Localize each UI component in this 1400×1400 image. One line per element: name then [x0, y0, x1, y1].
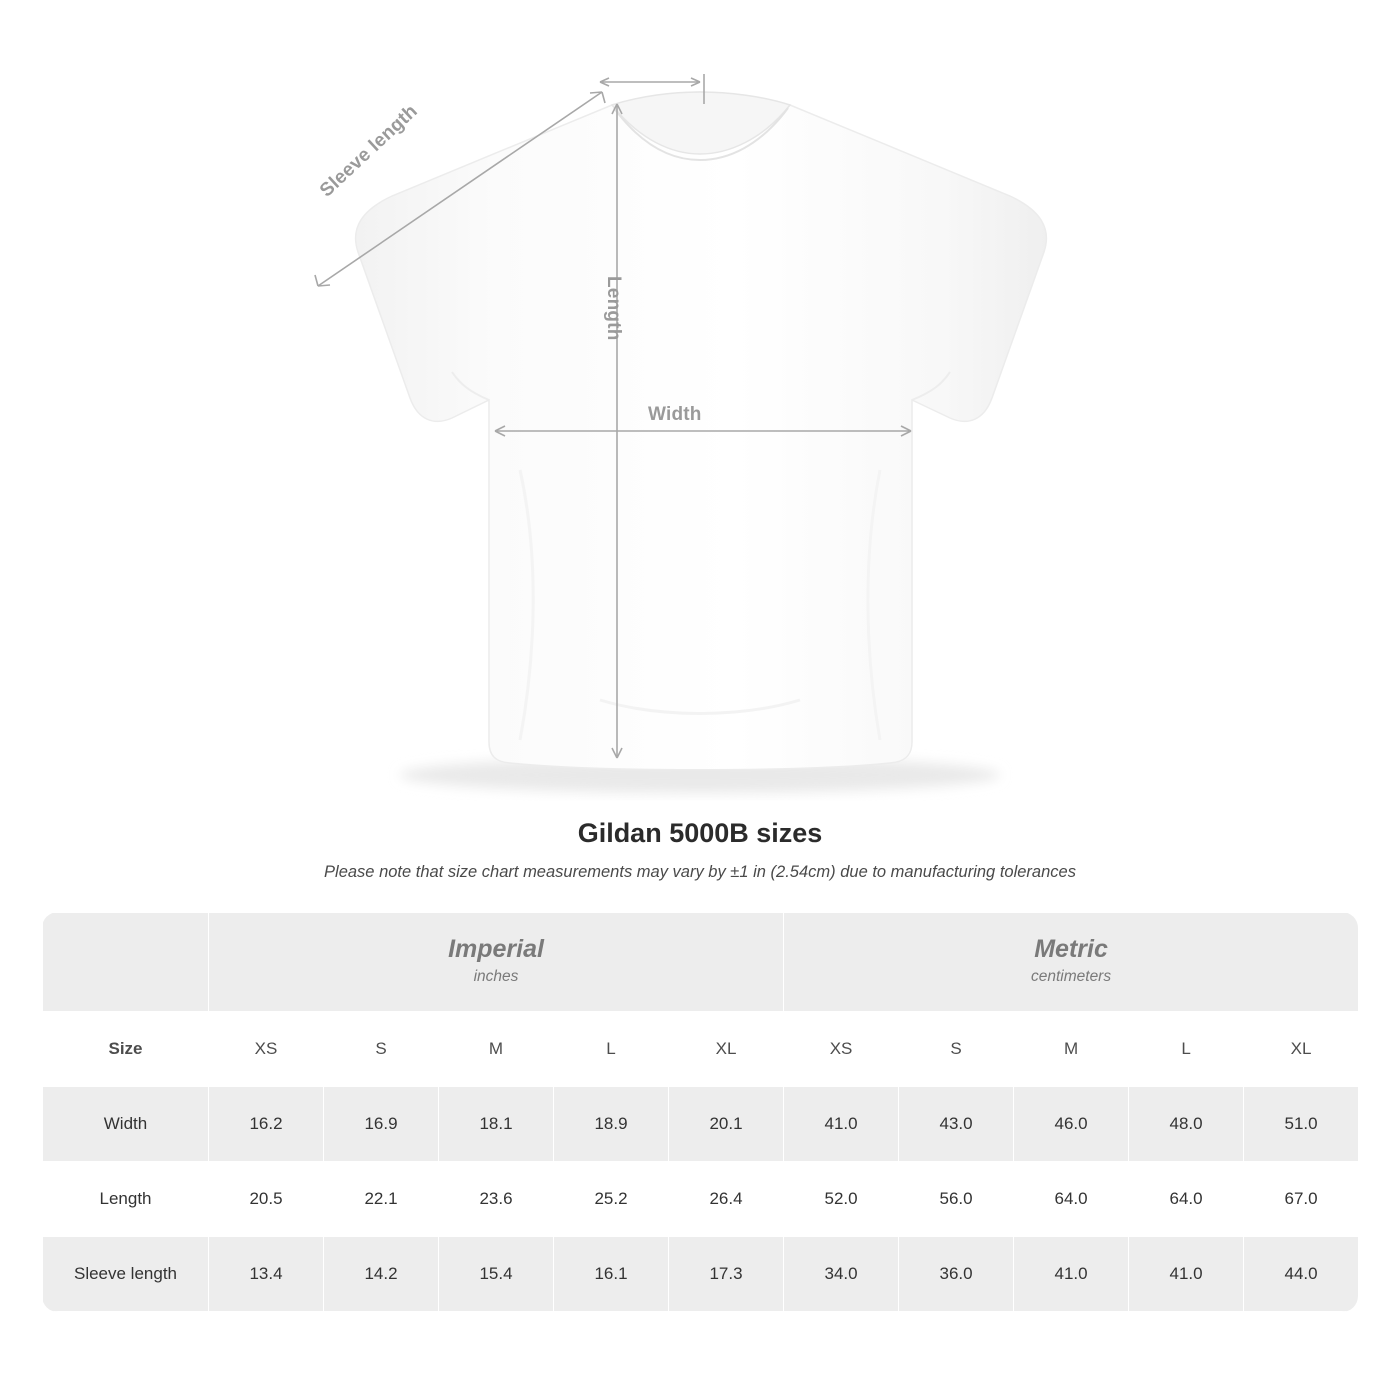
size-header-cell: S — [324, 1012, 439, 1087]
table-cell: 18.9 — [554, 1087, 669, 1162]
table-cell: 34.0 — [784, 1237, 899, 1312]
table-cell: 25.2 — [554, 1162, 669, 1237]
table-cell: 52.0 — [784, 1162, 899, 1237]
table-cell: 16.2 — [209, 1087, 324, 1162]
table-cell: 43.0 — [899, 1087, 1014, 1162]
tolerance-note: Please note that size chart measurements may vary by ±1 in (2.54cm) due to manufacturing tolerances — [324, 863, 1076, 881]
length-label: Length — [603, 276, 624, 341]
size-header-cell: L — [1129, 1012, 1244, 1087]
table-cell: 51.0 — [1244, 1087, 1358, 1162]
table-cell: 41.0 — [784, 1087, 899, 1162]
size-header-cell: XL — [1244, 1012, 1358, 1087]
table-cell: 44.0 — [1244, 1237, 1358, 1312]
table-row — [43, 1087, 1359, 1162]
size-chart-table-wrapper — [42, 912, 1358, 1312]
table-cell: 46.0 — [1014, 1087, 1129, 1162]
table-cell: 56.0 — [899, 1162, 1014, 1237]
title-block — [0, 818, 1400, 882]
unit-header-spacer — [43, 913, 209, 1012]
table-cell: 64.0 — [1129, 1162, 1244, 1237]
size-header-cell: M — [439, 1012, 554, 1087]
size-header-row — [43, 1012, 1359, 1087]
table-cell: 14.2 — [324, 1237, 439, 1312]
table-cell: 48.0 — [1129, 1087, 1244, 1162]
unit-metric-sub: centimeters — [1030, 968, 1112, 986]
unit-header-imperial — [209, 913, 784, 1012]
table-cell: 36.0 — [899, 1237, 1014, 1312]
unit-header-row — [43, 913, 1359, 1012]
size-header-cell: XS — [209, 1012, 324, 1087]
table-cell: 13.4 — [209, 1237, 324, 1312]
width-label: Width — [648, 404, 702, 425]
unit-header-metric — [784, 913, 1358, 1012]
table-row — [43, 1237, 1359, 1312]
table-cell: 26.4 — [669, 1162, 784, 1237]
table-cell: 67.0 — [1244, 1162, 1358, 1237]
table-cell: 20.5 — [209, 1162, 324, 1237]
size-header-cell: M — [1014, 1012, 1129, 1087]
table-cell: 23.6 — [439, 1162, 554, 1237]
size-header-cell: XS — [784, 1012, 899, 1087]
size-header-cell: S — [899, 1012, 1014, 1087]
table-cell: 22.1 — [324, 1162, 439, 1237]
table-cell: 41.0 — [1129, 1237, 1244, 1312]
table-cell: 16.9 — [324, 1087, 439, 1162]
size-header-cell: L — [554, 1012, 669, 1087]
table-cell: 16.1 — [554, 1237, 669, 1312]
unit-metric-name: Metric — [1034, 934, 1108, 963]
row-label-sleeve-length: Sleeve length — [43, 1237, 209, 1312]
sleeve-length-label: Sleeve length — [316, 100, 422, 202]
table-cell: 20.1 — [669, 1087, 784, 1162]
table-cell: 17.3 — [669, 1237, 784, 1312]
row-label-width: Width — [43, 1087, 209, 1162]
row-label-length: Length — [43, 1162, 209, 1237]
table-cell: 64.0 — [1014, 1162, 1129, 1237]
unit-imperial-name: Imperial — [448, 934, 544, 963]
page-title: Gildan 5000B sizes — [577, 818, 823, 848]
table-cell: 18.1 — [439, 1087, 554, 1162]
size-chart-table — [42, 912, 1358, 1312]
table-row — [43, 1162, 1359, 1237]
size-header-cell: XL — [669, 1012, 784, 1087]
size-header-label: Size — [43, 1012, 209, 1087]
table-cell: 15.4 — [439, 1237, 554, 1312]
unit-imperial-sub: inches — [473, 968, 519, 986]
table-cell: 41.0 — [1014, 1237, 1129, 1312]
